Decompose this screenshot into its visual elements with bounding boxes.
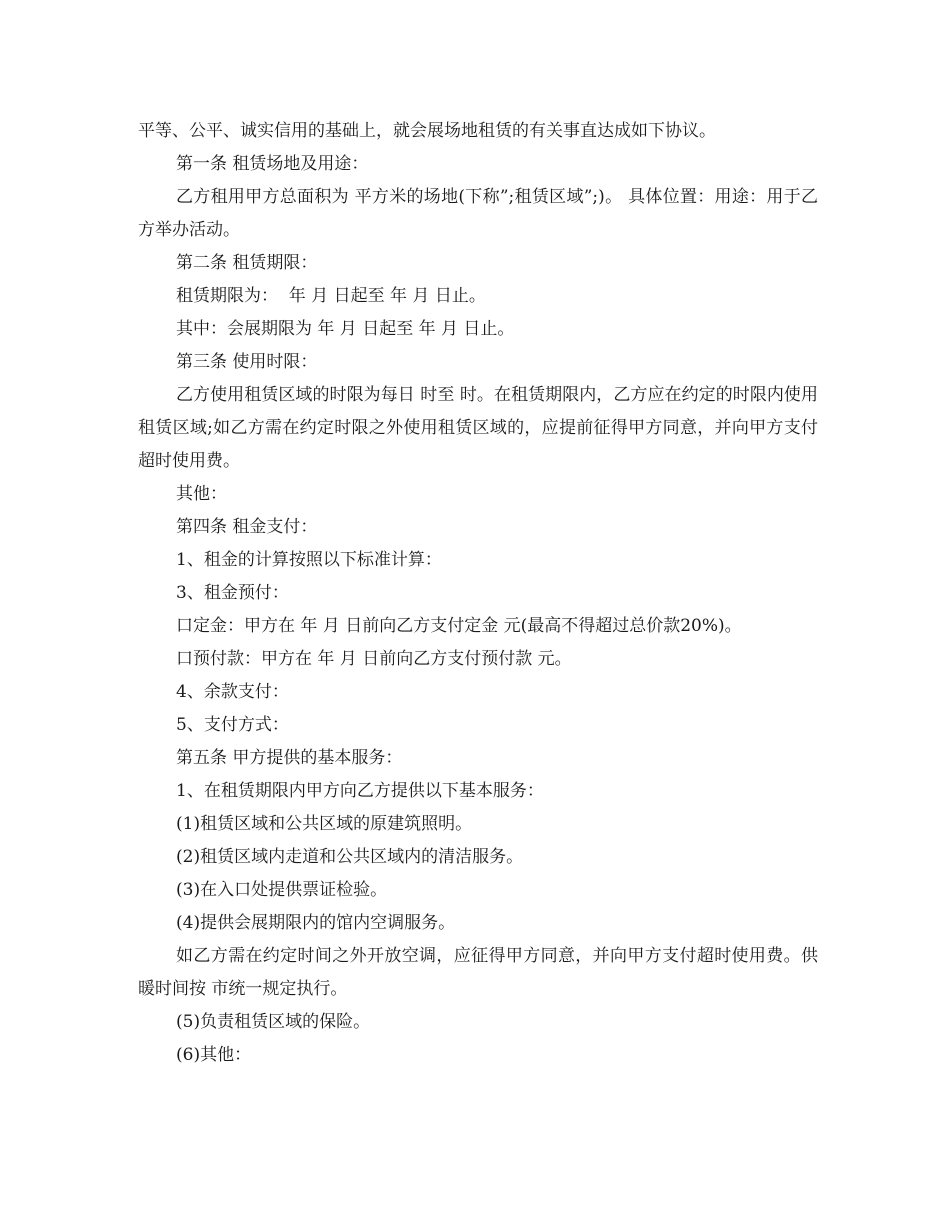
list-item: (4)提供会展期限内的馆内空调服务。 [176,913,456,933]
paragraph: 租赁期限为： 年 月 日起至 年 月 日止。 [176,286,486,306]
paragraph: 平等、公平、诚实信用的基础上，就会展场地租赁的有关事直达成如下协议。 [138,121,716,141]
list-item: (3)在入口处提供票证检验。 [176,880,388,900]
list-item: (2)租赁区域内走道和公共区域内的清洁服务。 [176,847,524,867]
list-item: (5)负责租赁区域的保险。 [176,1012,371,1032]
section-heading: 第一条 租赁场地及用途： [176,154,369,174]
checkbox-option-prepayment: 口预付款：甲方在 年 月 日前向乙方支付预付款 元。 [176,649,572,669]
list-item: 1、租金的计算按照以下标准计算： [176,550,442,570]
section-heading: 第三条 使用时限： [176,352,318,372]
paragraph: 如乙方需在约定时间之外开放空调，应征得甲方同意，并向甲方支付超时使用费。供暖时间按 市统一规定执行。 [138,946,818,999]
section-heading: 第四条 租金支付： [176,517,318,537]
list-item: (6)其他： [176,1045,252,1065]
section-heading: 第五条 甲方提供的基本服务： [176,748,403,768]
paragraph: 乙方使用租赁区域的时限为每日 时至 时。在租赁期限内，乙方应在约定的时限内使用租赁区域;如乙方需在约定时限之外使用租赁区域的，应提前征得甲方同意，并向甲方支付超时使用费。 [138,385,818,471]
checkbox-option-deposit: 口定金：甲方在 年 月 日前向乙方支付定金 元(最高不得超过总价款20%)。 [176,616,742,636]
list-item: 5、支付方式： [176,715,289,735]
document-body [138,115,818,1072]
list-item: 3、租金预付： [176,583,289,603]
paragraph: 其中：会展期限为 年 月 日起至 年 月 日止。 [176,319,515,339]
paragraph: 其他： [176,484,227,504]
list-item: (1)租赁区域和公共区域的原建筑照明。 [176,814,473,834]
paragraph: 乙方租用甲方总面积为 平方米的场地(下称”;租赁区域”;)。 具体位置：用途：用于乙方举办活动。 [138,187,818,240]
list-item: 4、余款支付： [176,682,289,702]
section-heading: 第二条 租赁期限： [176,253,318,273]
list-item: 1、在租赁期限内甲方向乙方提供以下基本服务： [176,781,544,801]
